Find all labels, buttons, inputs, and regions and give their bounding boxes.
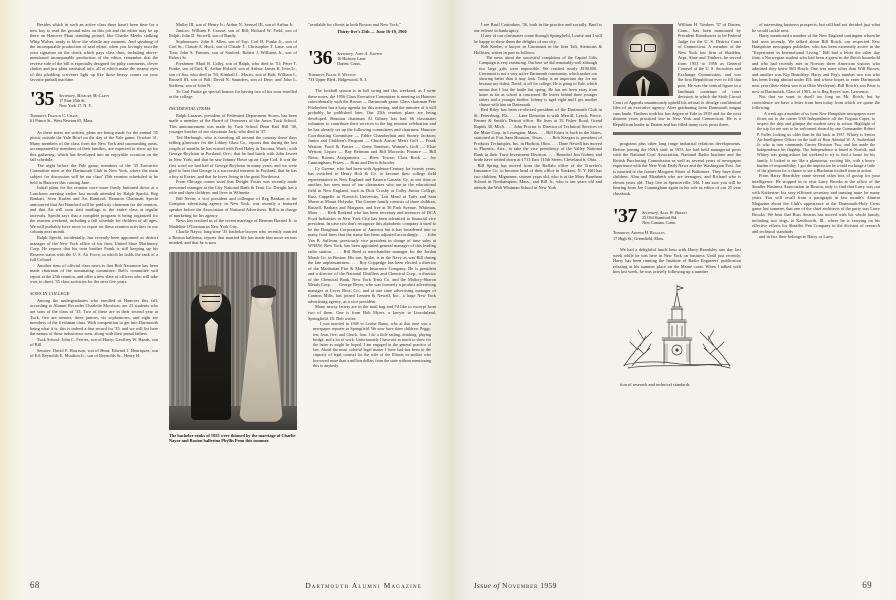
class-heading-35 — [30, 90, 158, 109]
paragraph: Not that we want to dwell too long on Mr. Rotch, but by coincidence we have a letter from him today from which we quote the following: — [752, 94, 880, 111]
treasurer-label: Treasurer, — [613, 230, 630, 236]
treasurer-address: 733 Upper Blvd., Ridgewood, N. J. — [308, 76, 368, 82]
right-page-footer — [474, 561, 872, 590]
secretary-address-1: 25 Old Stamford Rd. — [642, 215, 678, 221]
paragraph: programs plus other long range industrial relations developments. Before joining the INSA staff in 1953 Joe had held managerial posts with the National Coal Association, National Radio Institute and the British Purchasing Commission as well as several years of newspaper experience with the New York Daily News and the Washington Post. Joe is married to the former Margaret Slater of Baltimore. They have three children: Alan and Elizabeth who are teenagers, and Richard who is eleven years old. They live in Spencerville, Md. I am sure you will be hearing from Joe Cunningham again in his role as editor of our 25 year classbook. — [613, 140, 741, 196]
issue-line — [474, 581, 557, 590]
paragraph: From Chicago comes word that Dwight Foster was recently made personnel manager at the City National Bank & Trust Co. Dwight has a wife and three children, and lives in Wilmette. — [169, 179, 297, 196]
secretary-name: John A. Sawyer — [354, 51, 383, 57]
paragraph: Many newsy letters are in the mail bag and I'd like to excerpt from two of them. One is from Bob Myers, a lawyer in Lincolnland, Springfield, Ill. Bob writes: — [308, 304, 436, 321]
paragraph: Bill Nevin, a vice president and colleague of Reg Bankart at the Compton advertising agency in New York, was recently a featured speaker before the Association of National Advertisers. Bill is in charge of marketing for his agency. — [169, 195, 297, 218]
right-page — [448, 0, 896, 600]
treasurer-block — [30, 113, 158, 124]
paragraph: A week ago a number of us from New Hampshire newspapers were flown out to the carrier USS Independence off the Virginia Capes, to inspect the ship and glimpse the modern navy in action. Highlight of the trip for me was to be welcomed aboard by one Commander Robert P. Fuller, looking no older than he did back in 1937. Whitey is Senior Air Intelligence Officer on the staff of Rear Admiral W. A. Sutherland Jr. who in turn commands Carrier Division Two, and has made the Independence his flagship. The Independence is based at Norfolk, and Whitey was going ashore last weekend to try to find a house for his family. It looked to me like a glamorous, exciting life, with a heavy burden of responsibility. I got the impression he would exchange a little of the glamour for a chance to see a Blackman football team in action. — [757, 110, 875, 173]
treasurer-address: 17 High St., Greenfield, Mass. — [613, 235, 665, 241]
secretary-address-2: Darien, Conn. — [337, 61, 361, 67]
page-number: 69 — [862, 580, 872, 590]
left-page-footer — [30, 561, 422, 590]
paragraph: "available for clients in both Boston and New York." — [308, 22, 401, 27]
reunion-announcement: Thirty-five's 25th — June 16-19, 1960 — [337, 28, 407, 34]
paragraph: Red Riley has been re-elected president of the Dartmouth Club in St. Petersburg, Fla. . . . Lane Donovan is with Merrill, Lynch, Pierce, Fenner & Smith's Detroit office. He lives at 33 Fisher Road, Grand Rapids 30, Mich. . . . John Proctor is Director of Technical Services of the Mitre Corp. in Lexington, Mass. . . . Bill Essex is back in the States, stationed at Fort Sam Houston, Texas. . . . Bob Keegan is president of Products Techniques, Inc. in Hudson, Ohio. . . . Dane Newell has moved to Phoenix, Ariz., to take the vice presidency of the Valley National Bank in their Trust Investment Division. . . . Benedict Jim Gidney and bride have settled down at 1713 East 115th Street, Cleveland 6, Ohio. . . . Bill Spring has moved from the Buffalo office of the Traveler's Insurance Co. to become head of their office in Yonkers, N. Y. Bill has two children, Mignonne, sixteen years old, who is at the Mary Burnham School in Northampton, Mass., and Bill Jr., who is ten years old and attends the Walt Whitman School in New York — [474, 107, 602, 190]
paragraph: I see Basil Coutrakon, '36, both in the practice and socially. Basil is our referee in bankruptcy. — [474, 22, 602, 33]
secretary-address-2: New York 17, N. Y. — [59, 102, 92, 108]
running-head: Dartmouth Alumni Magazine — [305, 581, 422, 590]
secretary-address-1: 16 Hickory Lane — [337, 56, 366, 62]
treasurer-name: Frank S. Weston — [325, 71, 356, 77]
secretary-block — [337, 49, 382, 67]
section-subhead: INCIDENTAL ITEMS — [169, 105, 211, 111]
page-number: 68 — [30, 580, 40, 590]
paragraph: The night before the Yale game, members of the '35 Executive Committee meet at the Dartmouth Club in New York, where the main subject for discussion will be our class' 25th reunion scheduled to be held in Hanover this coming June. — [30, 162, 158, 185]
right-col-3 — [752, 22, 880, 561]
left-page-columns — [30, 22, 436, 561]
left-col-3 — [308, 22, 436, 561]
glasses-icon — [630, 44, 656, 50]
paragraph: Tuck School: John C. Ferries, son of Harry; Geoffrey W. Hands, son of Bill. — [30, 336, 158, 348]
left-col-1 — [30, 22, 158, 561]
left-col-2 — [169, 22, 297, 561]
letter-excerpt — [474, 55, 602, 107]
paragraph: The football season is in full swing and this weekend, as I write these notes, the 1956 Class Executive Committee is meeting in Hanover coincidentally with the Brown — Dartmouth game. Class chairman Pete Fitzherbert has a busy agenda for this meeting, and the minutes of it will probably be published later. Our 25th reunion plans are being developed. Reunion chairman Al Gibney has had 66 classmates volunteer to contribute their services to the big reunion celebration and he has already set up the following committees and chairmen: Hanover Coordinating Committee — Eddie Chamberlain and Stoney Jackson; Junior and Children's Program — Chuck Aaron; Men's Golf — Frank Weston; Food & Parties — Gene Tamburi; Women's Golf — Elsie Weston; Liquor — Ray Reitman and Bill Macorda; Finance — Bill Nims; Rooms Assignments — Brew Towne; Class Book — Joe Cunningham; Prizes — Brint and Doris Schooler. — [308, 88, 436, 166]
paragraph: From Harry Beardsley came several other bits of gossip for your intelligence. He stopped in to visit Larry Brooks at the office of the Smaller Business Association in Boston, only to find that Larry was out with Katherine, his very efficient secretary and running mate for many years. You will recall from a paragraph in last month's Alumni Magazine about the Club's appearance at the Dartmouth-Holy Cross game last summer, that one of the chief architects of the party was Larry Brooks. We hear that Russ Stearns has moved with his whole family, including two dogs, to Kenilworth, Ill., where he is carrying on his effective efforts for Sheaffer Pen Company in the division of research and technical standards — [752, 173, 880, 234]
treasurer-name: Arthur H. Ruggles — [630, 230, 665, 236]
class-year: '36 — [308, 46, 333, 69]
secretary-block — [59, 90, 109, 108]
paragraph: Ralph Specht, incidentally, has recently been appointed as district manager of the New York office of his firm, United Shoe Machinery Corp. He reports that his twin brother Frank is still keeping up his Reserve status with the U. S. Air Force, in which he holds the rank of a full Colonel. — [30, 235, 158, 263]
paragraph: The news about the successful completion of the Capital Gifts Campaign is very reassuring. Out here we did reasonably well although two large gifts were impossible. We reached nearly $100,000. Cincinnati is not a very active Dartmouth community, which makes our showing better than it may look. Today is an important day for me because my oldest, David, is off for college. He is going to Yale, which means that I lost the battle last spring. He has not been away from home as far as school is concerned. He leaves behind three younger sisters and a younger brother. Johnny is aged eight and I get another chance with him on Dartmouth. — [479, 55, 597, 108]
secretary-label: Secretary, Milburn McCarty — [59, 92, 110, 98]
paragraph: Juniors: William F. Crouse, son of Bill; Richard W. Field, son of Ralph; John D. Stowell, son of Randy. — [169, 27, 297, 39]
class-year: '35 — [30, 88, 55, 111]
paragraph: Harry mentioned a number of the New England contingent whom he had seen recently. We talked about Bill Rotch, our respected New Hampshire newspaper publisher, who has been extremely active in the "Experiment in International Living." Bill had a letter the other day from a Norwegian student who had been a guest in the Rotch household and who had recently met in Norway three American visitors who admitted they knew Bill Rotch. One was none other than Will Brown, and another was Kip Beardsley. Harry and Peg's number two son who has been living abroad under EIL and whose hopes to enter Dartmouth next year (their eldest son is at Ohio Wesleyan). Bill Rotch's son Peter is now at Dartmouth, Class of 1963, as is Reg Keyes' son, Lawrence. — [752, 33, 880, 94]
paragraph: If any of our classmates come through Springfield, Louise and I will be happy to show them the delights of our city. — [474, 33, 602, 44]
photo-caption: The bachelor ranks of 1955 were thinned by the marriage of Charlie Nayor and Boston ballerina Phyllis Penn this summer. — [169, 432, 296, 444]
section-subhead: SONS IN COLLEGE — [30, 290, 70, 296]
secretary-label: Secretary, John A. Sawyer — [337, 51, 383, 57]
class-heading-36 — [308, 46, 436, 69]
groom-glasses-icon — [202, 296, 220, 302]
secretary-address-1: 17 East 45th St. — [59, 97, 86, 103]
paragraph: Bob Keeler, a lawyer in Cincinnati in the firm Taft, Stettinius & Hollister, writes in part as follows: — [474, 44, 602, 55]
bride-hair — [251, 285, 276, 298]
treasurer-label: Treasurer, — [30, 113, 47, 119]
treasurer-block — [308, 72, 436, 83]
right-page-columns — [474, 22, 880, 561]
right-col-1 — [474, 22, 602, 561]
wedding-photo — [169, 252, 297, 430]
treasurer-label: Treasurer, — [308, 71, 325, 77]
timbers-portrait-photo — [613, 24, 673, 96]
secretary-label: Secretary, Alan W. Bryant — [642, 209, 688, 215]
paragraph: Freshmen: Mark R. Colby, son of Ralph, who died in '51; Peter T. Funke, son of Carl; K. Arthur Holzoff, son of Arthur; James K. Irvin Jr., son of Jim, who died in '50; Kimball L. Morris, son of Bob; William L. Russell III, son of Bill; David N. Saunders, son of Dero; and John L. Steffens, son of John N. — [169, 60, 297, 89]
paragraph: We had a delightful lunch hour with Harry Beardsley one day last week while he was here in New York on business. Until just recently, Harry has been running the Institute of Radio Engineers' publication relaxing at his summer place on the Maine coast. When I talked with him last week, he was actively following up a number — [613, 247, 741, 275]
secretary-block — [642, 207, 687, 225]
paragraph: I was married in 1948 to Louise Burns, who at that time was a newspaper reporter in Springfield. We now have three children: Peggy, ten; Jean, five; and Chuck, four. I do a little sailing, drinking, playing bridge, and a lot of work. Unfortunately I have not as much to show for the latter as might be hoped. I am engaged in the general practice of law. About the most colorful legal matter I have had has been in the capacity of legal counsel for the wife of the Illinois ex-auditor who borrowed more than a million dollars from the state without mentioning this to anybody. — [313, 321, 431, 368]
secretary-name: Milburn McCarty — [76, 92, 110, 98]
issue-month: November — [502, 581, 539, 590]
issue-prefix: Issue of — [474, 581, 500, 590]
paragraph: To Carl Funke go special honors for having two of his sons enrolled at the college. — [169, 88, 297, 100]
paragraph: Ted Harbaugh, who is traveling all around the country these days selling glassware for the Libbey Glass Co., reports that during the last couple of months he has visited with Fred Haley in Tacoma, Wash.; with George Boylston in Portland, Ore.; that he had lunch with John Jewett in New York; and that he saw Johnny Howe up on Cape Cod. It was the first word we had had of George Boylston in many years, and we were glad to hear that George is a successful internist in Portland, that he has a boy at Exeter, and that he loves living in the great Northwest. — [169, 134, 297, 179]
paragraph: tion of research and technical standards — [620, 381, 690, 387]
treasurer-name: Francis C. Chase — [47, 113, 78, 119]
paragraph: of interesting business prospects, but still had not decided just what he would tackle next. — [752, 22, 880, 33]
paragraph: Initial plans for the reunion were more firmly buttoned down at a Luncheon meeting earlier last month attended by Ralph Specht, Reg Bankart, Sven Karlen and Art Bamford. Reunion Chairman Specht announced that Art Bamford will be publicity chairman for the reunion, and that Art will soon start mailings to the entire class at regular intervals. Specht says that a complete program is being organized for the reunion weekend, including a full schedule for children of all ages. We will probably have more to report on these reunion activities in our column next month. — [30, 185, 158, 235]
tower-illustration-icon — [618, 282, 736, 377]
paragraph: Sophomores: John S. Allen, son of Fay; Carl H. Funke Jr., son of Carl Sr.; Claude A. Huck, son of Claude T.; Christopher T. Lane, son of Tom; John S. Parsons, son of Sanford; Robert J. Williams Jr., son of Robert Sr. — [169, 38, 297, 61]
letter-excerpt — [308, 321, 436, 368]
letter-excerpt — [752, 111, 880, 173]
paragraph: Besides which in such an active class there hasn't been time for a new boy to read the ground rules on this job and the editor may be up there on Hanover Plain standing poised, like Charlie Meeks stalking Whip Walser, ready to blow the whistle any moment. And speaking of the incomparable production of said editor, when you lovingly inscribe your signature on the check which pays class dues, including above-mentioned incomparable production of the editor, remember that the reverse side of the bill is especially designed for pithy comments, clever chatter and just plain statistical info, all of which make the steamy eyes of this plodding scrivener light up like those heavy counts on your favorite pinball machine. — [30, 22, 158, 83]
paragraph: Another item of official class news is that Bob Naramore has been made chairman of the nominating committee. Bob's committee will report at the 25th reunion, and offer a new slate of officers who will take over to direct '35 class activities for the next five years. — [30, 262, 158, 285]
treasurer-block — [613, 230, 741, 241]
bouquet — [252, 352, 267, 368]
paragraph: Ralph Lazarus, president of Federated Department Stores, has been made a member of the Board of Overseers of the Amos Tuck School. This announcement was made by Tuck School Dean Karl Hill '38, younger brother of our classmate Jack, who died in '37. — [169, 112, 297, 135]
class-year: '37 — [613, 205, 638, 228]
paragraph: News has reached us of the recent marriage of Herman Hormel Jr. to Madeline O'Gorman in New York City. — [169, 218, 297, 229]
class-heading-37 — [613, 207, 741, 226]
secretary-name: Alan W. Bryant — [659, 209, 688, 215]
issue-year: 1959 — [540, 581, 557, 590]
paragraph: Cy Greene, who had been with Appleton-Century for twenty years, has switched to Henry Holt & Co. to become their college field representative in New England and Eastern Canada. Cy, at one time or another, has seen most of our classmates who are in the educational field in New England, such as Dick Crosby at Colby Junior College, Russ Cappelle at Norwich University, Len Mead at Tufts and Sam Morse at Mount Holyoke. The Greene family consists of three children, Russell, Barbara and Margaret, and live at 56 Park Avenue, Whitman, Mass. . . . Herb Boskind who has been secretary and treasurer of DCA Food Industries in New York City has been advanced to financial vice president. In case you don't recognize this alphabetic company it used to be the Doughnut Corporation of America but it has broadened into so many food lines that the name has been adjusted accordingly. . . . John Van B. Sullivan, previously vice president in charge of time sales at WNEW, New York, has been appointed general manager of this leading radio station. . . . Bill Reed is merchandise manager for the Jordan Marsh Co. in Boston. His son, Spike, is in the Navy as was Bill during the late unpleasantness. . . . Roy Coppedge has been elected a director of the Manhattan Fire & Marine Insurance Company. He is president and a director of the National Distillers and Chemical Corp., a director of the Chemical Bank, New York Trust Co. and the Mallory-Sharon Metals Corp. . . . George Beyer, who was formerly a product advertising manager at Lever Bros. Co., and at one time advertising manager of Cannon Mills, has joined Lennen & Newell, Inc., a large New York advertising agency, as a vice president. — [308, 165, 436, 304]
paragraph: As these notes are written, plans are being made for the annual '35 picnic outside the Yale Bowl on the day of the Yale game, October 31. Many members of the class from the New York and surrounding areas, accompanied by members of their families, are expected to show up for this gathering, which has developed into an enjoyable occasion on the fall schedule. — [30, 129, 158, 163]
section-divider — [613, 132, 741, 135]
baker-tower-engraving — [618, 282, 736, 377]
secretary-address-2: New Canaan, Conn. — [642, 220, 676, 226]
treasurer-address: 61 Prince St., West Newton 65, Mass. — [30, 118, 94, 124]
right-col-2 — [613, 22, 741, 561]
paragraph: Among the undergraduates who enrolled at Hanover this fall, according to Alumni Recorder Charlotte Morrison, are 23 students who are sons of the class of '35. Two of these are in their second year at Tuck, five are seniors, three juniors, six sophomores, and eight are members of the freshman class. With competition to get into Dartmouth being what it is, this is indeed a fine record for '35, and we will list here the names of these industrious sons, along with their proud fathers. — [30, 297, 158, 337]
groom-hair — [198, 285, 223, 294]
paragraph: and in fact their belongs to Harry or Larry. — [759, 234, 834, 240]
paragraph: Muller III, son of Henry Jr.; Arthur N. Seessel III, son of Arthur Jr. — [176, 22, 294, 27]
paragraph: Seniors: David F. Harrison, son of Hunt; Edward J. Henriquez, son of Ed; Reynolds E. Moulton Jr., son of Reynolds Sr.; Henry H. — [30, 347, 158, 359]
paragraph: Charlie Nayor, long-time '35 bachelor-lawyer who recently married a Boston ballerina, reports that married life has made him more serious minded, and that he is now — [169, 229, 297, 246]
paragraph: William H. Timbers '37 of Darien, Conn., has been nominated by President Eisenhower to be Federal Judge for the U. S. District Court of Connecticut. A member of the New York law firm of Skadden, Arps, Slate and Timbers, he served from 1953 to 1956 as General Counsel of the U. S. Securities and Exchange Commission, and was the first Republican ever to fill that post. He was the central figure in a landmark contempt of court decision, in which the Sixth Circuit Court of Appeals unanimously upheld his refusal to divulge confidential files of an executive agency. After graduating from Dartmouth magna cum laude, Timbers took his law degree at Yale in 1939 and for the next thirteen years practiced law in New York and Connecticut. He is a Republican leader in Darien and has filled many civic posts there. — [613, 22, 741, 127]
